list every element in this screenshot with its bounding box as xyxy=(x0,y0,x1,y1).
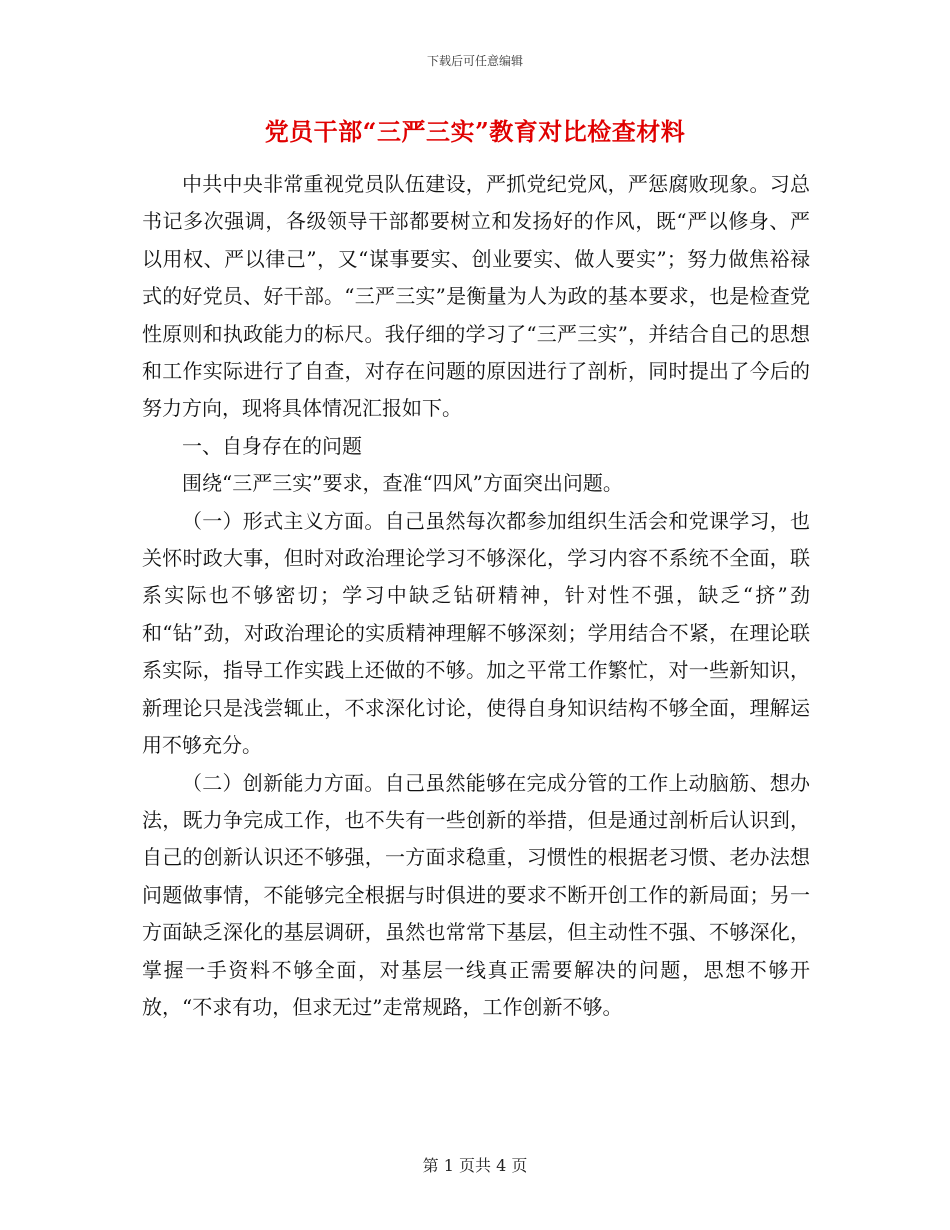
section-heading-problems: 一、自身存在的问题 xyxy=(182,433,362,458)
paragraph-formalism: （一）形式主义方面。自己虽然每次都参加组织生活会和党课学习，也关怀时政大事，但时对政治理论学习不够深化，学习内容不系统不全面，联系实际也不够密切；学习中缺乏钻研精神，针对性不强，缺乏“挤”劲和“钻”劲，对政治理论的实质精神理解不够深刻；学用结合不紧，在理论联系实际，指导工作实践上还做的不够。加之平常工作繁忙，对一些新知识，新理论只是浅尝辄止，不求深化讨论，使得自身知识结构不够全面，理解运用不够充分。 xyxy=(142,508,810,758)
paragraph-intro: 中共中央非常重视党员队伍建设，严抓党纪党风，严惩腐败现象。习总书记多次强调，各级领导干部都要树立和发扬好的作风，既“严以修身、严以用权、严以律己”，又“谋事要实、创业要实、做人要实”；努力做焦裕禄式的好党员、好干部。“三严三实”是衡量为人为政的基本要求，也是检查党性原则和执政能力的标尺。我仔细的学习了“三严三实”，并结合自己的思想和工作实际进行了自查，对存在问题的原因进行了剖析，同时提出了今后的努力方向，现将具体情况汇报如下。 xyxy=(142,172,810,421)
page-footer: 第 1 页共 4 页 xyxy=(422,1156,528,1175)
header-note: 下载后可任意编辑 xyxy=(426,54,523,68)
document-title: 党员干部“三严三实”教育对比检查材料 xyxy=(264,117,686,146)
paragraph-focus: 围绕“三严三实”要求，查准“四风”方面突出问题。 xyxy=(182,471,623,496)
document-body xyxy=(142,166,810,1026)
paragraph-innovation: （二）创新能力方面。自己虽然能够在完成分管的工作上动脑筋、想办法，既力争完成工作，也不失有一些创新的举措，但是通过剖析后认识到，自己的创新认识还不够强，一方面求稳重，习惯性的根据老习惯、老办法想问题做事情，不能够完全根据与时俱进的要求不断开创工作的新局面；另一方面缺乏深化的基层调研，虽然也常常下基层，但主动性不强、不够深化，掌握一手资料不够全面，对基层一线真正需要解决的问题，思想不够开放，“不求有功，但求无过”走常规路，工作创新不够。 xyxy=(142,770,810,1019)
